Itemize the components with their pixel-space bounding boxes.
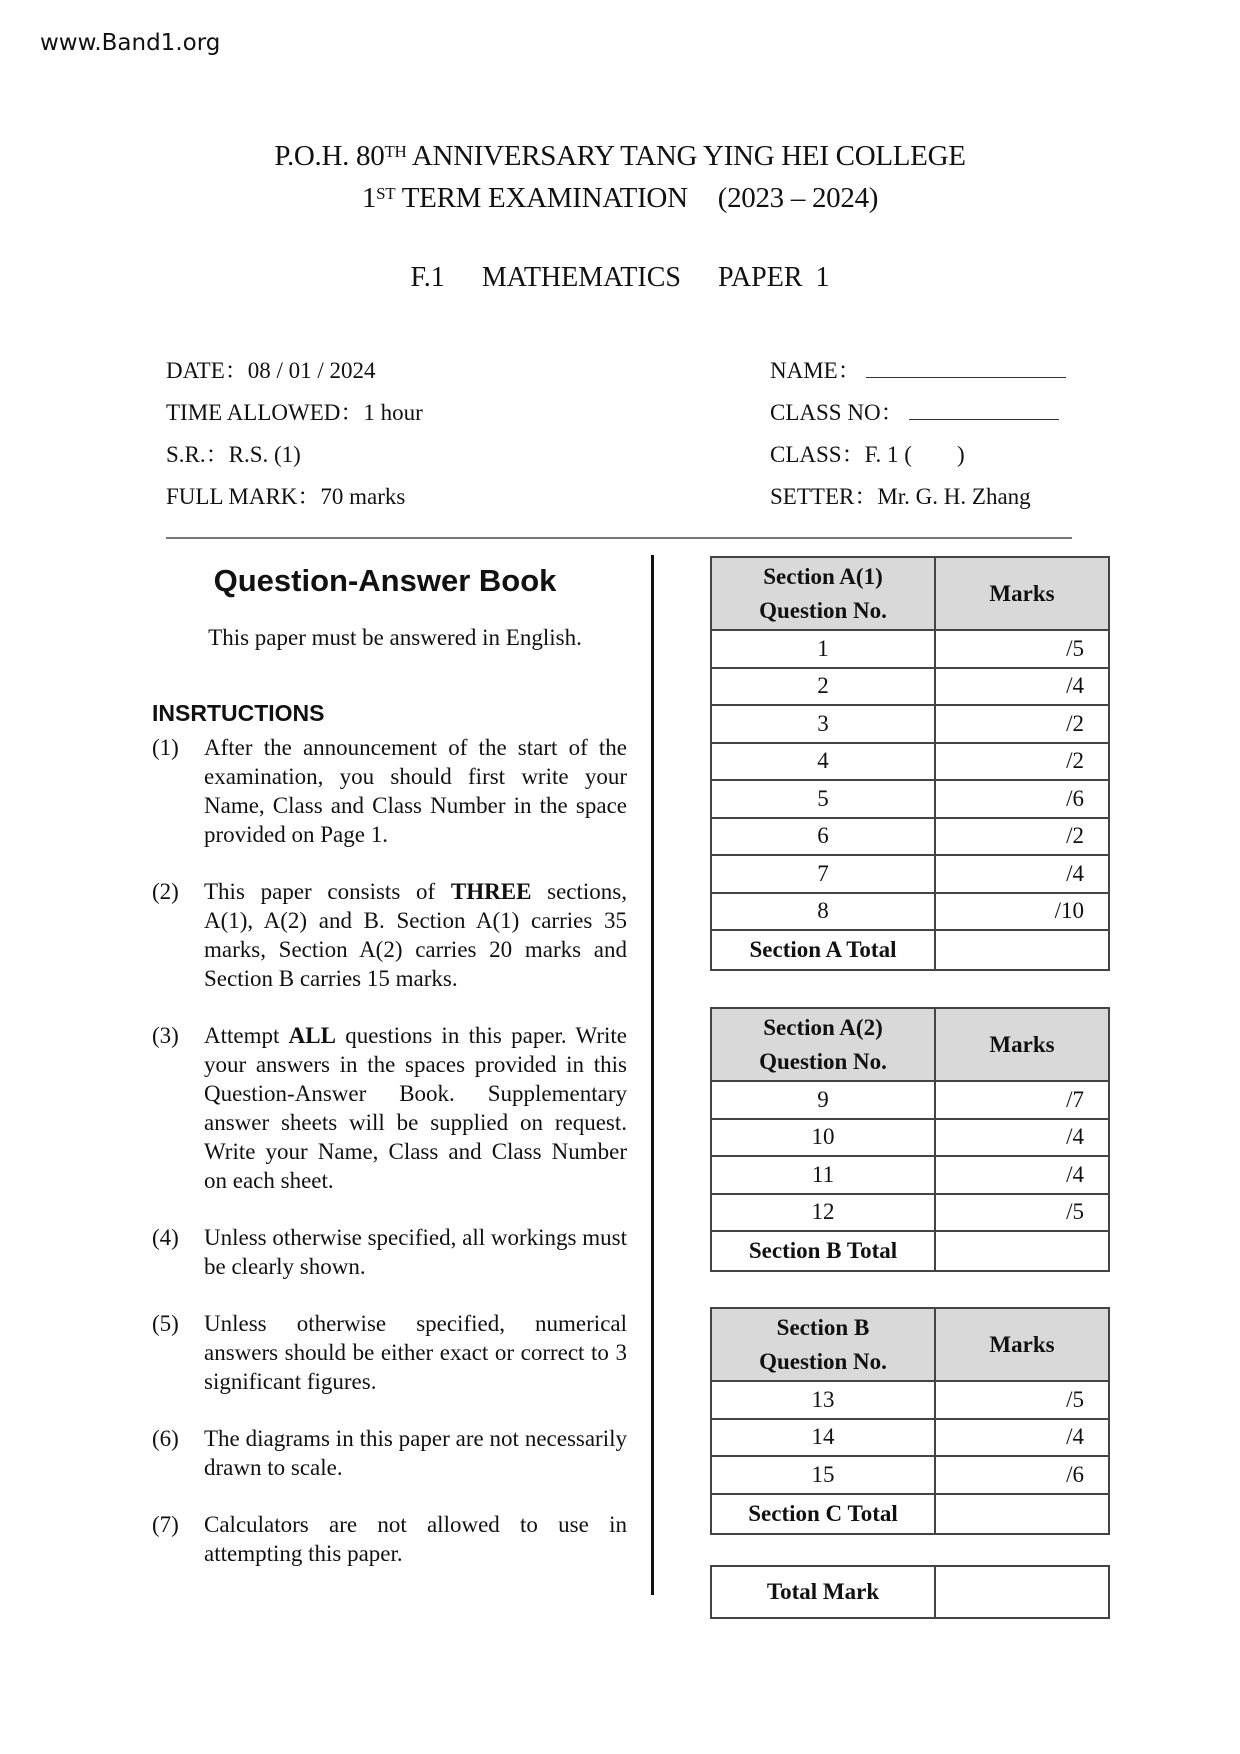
table-row: 13 /5 [711,1381,1109,1419]
student-info [770,350,1066,518]
class-no-field: CLASS NO： [770,392,1066,434]
table-row: 9 /7 [711,1081,1109,1119]
name-field: NAME： [770,350,1066,392]
table-row: 15 /6 [711,1456,1109,1494]
marks-table-section-a1 [710,556,1110,971]
section-total-cell[interactable] [935,1494,1109,1534]
section-total-row: Section B Total [711,1231,1109,1271]
marks-table-section-b [710,1307,1110,1535]
grand-total-label: Total Mark [711,1566,935,1618]
table-row: 7 /4 [711,855,1109,893]
instruction-item: (4) Unless otherwise specified, all workings must be clearly shown. [152,1225,627,1279]
instructions-list [152,733,627,1596]
grand-total-table [710,1565,1110,1619]
table-row: 1 /5 [711,630,1109,668]
section-total-row: Section A Total [711,930,1109,970]
header-divider [166,537,1072,539]
form-level: F.1 [410,262,445,293]
class-field: CLASS：F. 1 ( ) [770,442,965,467]
instruction-item: (3) Attempt ALL questions in this paper. Write your answers in the spaces provided in this Question-Answer Book. Supplementary answer sheets will be supplied on request. Write your Name, Class and Class Number on each sheet. [152,1023,627,1193]
watermark-url: www.Band1.org [40,30,221,56]
language-note: This paper must be answered in English. [208,625,582,650]
instruction-item: (7) Calculators are not allowed to use in attempting this paper. [152,1512,627,1566]
section-total-cell[interactable] [935,930,1109,970]
instruction-item: (2) This paper consists of THREE sections, A(1), A(2) and B. Section A(1) carries 35 marks, Section A(2) carries 20 marks and Section B carries 15 marks. [152,879,627,991]
section-total-row: Section C Total [711,1494,1109,1534]
subject-name: MATHEMATICS [481,262,681,293]
instruction-item: (5) Unless otherwise specified, numerical answers should be either exact or correct to 3 significant figures. [152,1311,627,1394]
instruction-item: (6) The diagrams in this paper are not necessarily drawn to scale. [152,1426,627,1480]
info-date: DATE：08 / 01 / 2024 [166,358,376,383]
section-total-cell[interactable] [935,1231,1109,1271]
table-row: 10 /4 [711,1119,1109,1157]
grand-total-cell[interactable] [935,1566,1109,1618]
exam-info [166,350,423,518]
table-row: 8 /10 [711,893,1109,931]
book-title: Question-Answer Book [213,563,557,598]
table-row: 5 /6 [711,780,1109,818]
grand-total-row [711,1566,1109,1618]
table-row: 12 /5 [711,1194,1109,1232]
table-header: Section A(1) Question No. Marks [711,557,1109,630]
school-name: P.O.H. 80TH ANNIVERSARY TANG YING HEI COLLEGE [274,140,966,172]
setter-field: SETTER：Mr. G. H. Zhang [770,484,1031,509]
table-header: Section B Question No. Marks [711,1308,1109,1381]
name-blank[interactable] [866,360,1066,378]
marks-table-section-a2 [710,1007,1110,1272]
table-row: 6 /2 [711,818,1109,856]
instructions-heading: INSRTUCTIONS [152,700,325,726]
info-sr: S.R.：R.S. (1) [166,442,301,467]
table-row: 14 /4 [711,1419,1109,1457]
info-time-allowed: TIME ALLOWED：1 hour [166,400,423,425]
table-row: 2 /4 [711,668,1109,706]
instruction-item: (1) After the announcement of the start of the examination, you should first write your Name, Class and Class Number in the space provided on Page 1. [152,735,627,847]
class-no-blank[interactable] [909,402,1059,420]
exam-name: 1ST TERM EXAMINATION (2023 – 2024) [361,182,879,214]
info-full-mark: FULL MARK：70 marks [166,484,406,509]
table-row: 3 /2 [711,705,1109,743]
exam-title [0,135,1240,219]
table-header: Section A(2) Question No. Marks [711,1008,1109,1081]
paper-number: PAPER 1 [717,262,830,293]
table-row: 4 /2 [711,743,1109,781]
table-row: 11 /4 [711,1156,1109,1194]
column-divider [651,555,654,1595]
subject-line [0,262,1240,294]
